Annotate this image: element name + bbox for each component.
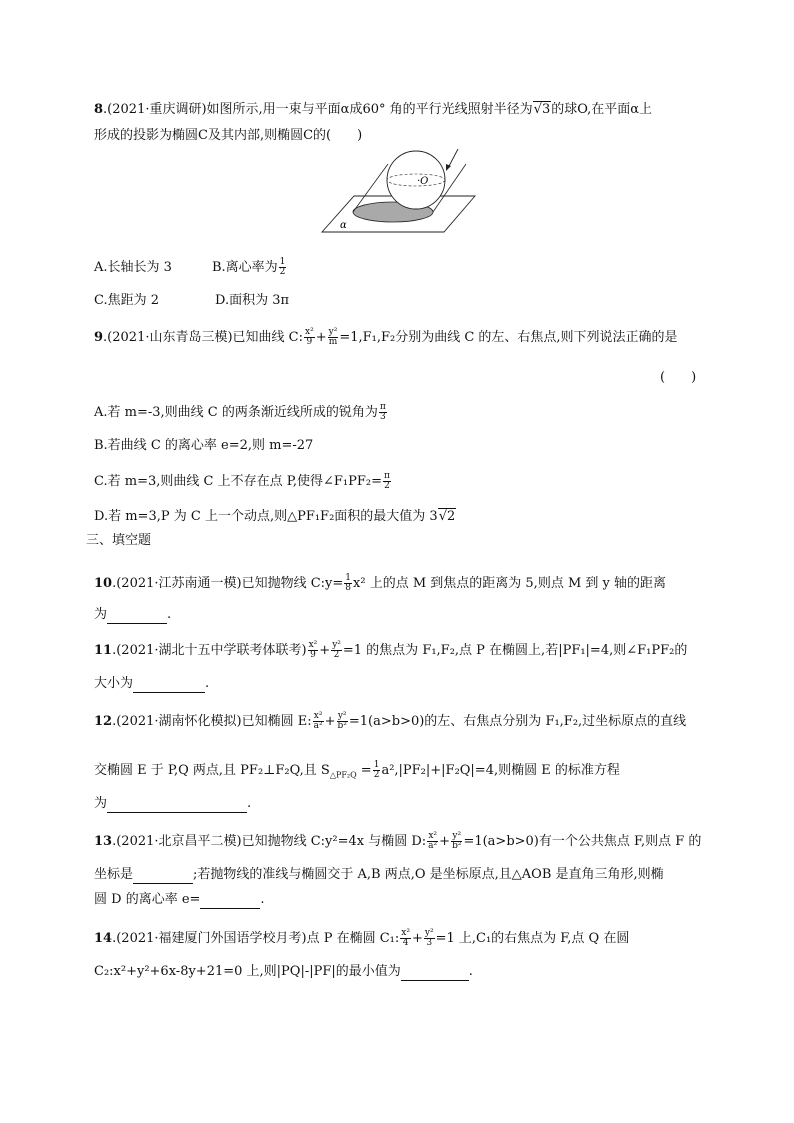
q8-options-row1: A.长轴长为 3 B.离心率为 $\frac{1}{2}$ xyxy=(94,257,286,277)
q13-source: .(2021·北京昌平二模) xyxy=(112,834,242,849)
q9-option-a: A.若 m=-3,则曲线 C 的两条渐近线所成的锐角为 $\frac{\pi}{3}$ xyxy=(94,402,386,422)
q9-source: .(2021·山东青岛三模) xyxy=(103,330,233,345)
q12-line2: 交椭圆 E 于 P,Q 两点,且 PF₂⊥F₂Q,且 $S_{\triangle PF_2Q}$ = $\frac{1}{2}$ a²,|PF₂|+|F₂Q|=4,则椭圆 E 的标准方程 xyxy=(94,760,620,780)
q13-answer-blank-2[interactable] xyxy=(200,894,260,909)
q9-option-b: B.若曲线 C 的离心率 e=2,则 m=-27 xyxy=(94,438,314,453)
q8-line1: 8.(2021·重庆调研)如图所示,用一束与平面α成60° 角的平行光线照射半径为√3的球O,在平面α上 xyxy=(94,102,653,117)
q8-number: 8 xyxy=(94,102,104,117)
q13-line1: 13.(2021·北京昌平二模)已知抛物线 C:y²=4x 与椭圆 D: $\frac{\text{x²}}{\text{a²}}$ + $\frac{\text{y²}}{\text{b²}}$ =1(a>b>0)有一个公共焦点 F,则点 F 的 xyxy=(94,831,702,851)
q9-option-d: D.若 m=3,P 为 C 上一个动点,则△PF₁F₂面积的最大值为 3√2 xyxy=(94,509,456,524)
q10-line2: 为 . xyxy=(94,607,172,622)
q11-line2: 大小为 . xyxy=(94,676,210,691)
q14-answer-blank[interactable] xyxy=(401,966,469,981)
q8-option-d: D.面积为 3π xyxy=(215,293,290,308)
q13-line3: 圆 D 的离心率 e= . xyxy=(94,892,265,907)
plane-alpha-label: α xyxy=(340,220,347,231)
q14-line1: 14.(2021·福建厦门外国语学校月考)点 P 在椭圆 C₁: $\frac{\text{x²}}{4}$ + $\frac{\text{y²}}{3}$ =1 上,C₁的右焦点为 F,点 Q 在圆 xyxy=(94,928,630,948)
q12-source: .(2021·湖南怀化模拟) xyxy=(112,714,242,729)
q9-option-c: C.若 m=3,则曲线 C 上不存在点 P,使得∠F₁PF₂= $\frac{\pi}{2}$ xyxy=(94,471,390,491)
q8-source: .(2021·重庆调研) xyxy=(103,102,207,117)
q11-source: .(2021·湖北十五中学联考体联考) xyxy=(112,643,307,658)
sphere-center-label: ·O xyxy=(417,176,429,187)
q11-answer-blank[interactable] xyxy=(133,678,205,693)
q8-option-c: C.焦距为 2 xyxy=(94,293,160,308)
q10-source: .(2021·江苏南通一模) xyxy=(112,576,242,591)
sqrt-3: √3 xyxy=(533,102,551,117)
q8-option-b: B.离心率为 xyxy=(211,260,278,275)
q10-line1: 10.(2021·江苏南通一模)已知抛物线 C:y= $\frac{1}{8}$ x² 上的点 M 到焦点的距离为 5,则点 M 到 y 轴的距离 xyxy=(94,573,667,593)
q8-option-a: A.长轴长为 3 xyxy=(94,260,172,275)
q9-number: 9 xyxy=(94,330,104,345)
q12-line1: 12.(2021·湖南怀化模拟)已知椭圆 E: $\frac{\text{x²}}{\text{a²}}$ + $\frac{\text{y²}}{\text{b²}}$ =1(a>b>0)的左、右焦点分别为 F₁,F₂,过坐标原点的直线 xyxy=(94,711,687,731)
q14-number: 14 xyxy=(94,931,113,946)
q12-answer-blank[interactable] xyxy=(107,798,247,813)
q10-answer-blank[interactable] xyxy=(107,609,167,624)
q13-number: 13 xyxy=(94,834,113,849)
q10-number: 10 xyxy=(94,576,113,591)
q13-answer-blank-1[interactable] xyxy=(133,869,193,884)
q12-number: 12 xyxy=(94,714,113,729)
q14-line2: C₂:x²+y²+6x-8y+21=0 上,则|PQ|-|PF|的最小值为 . xyxy=(94,964,473,979)
q11-number: 11 xyxy=(94,643,113,658)
q14-source: .(2021·福建厦门外国语学校月考) xyxy=(112,931,307,946)
q13-line2: 坐标是 ;若抛物线的准线与椭圆交于 A,B 两点,O 是坐标原点,且△AOB 是直角三角形,则椭 xyxy=(94,867,664,882)
q9-answer-paren: ( ) xyxy=(660,370,697,385)
q11-line1: 11.(2021·湖北十五中学联考体联考) $\frac{\text{x²}}{9}$ + $\frac{\text{y²}}{2}$ =1 的焦点为 F₁,F₂,点 P 在椭圆上,若|PF₁|=4,则∠F₁PF₂的 xyxy=(94,640,688,660)
q8-line2: 形成的投影为椭圆C及其内部,则椭圆C的( ) xyxy=(94,128,363,143)
q12-line3: 为 . xyxy=(94,796,252,811)
q9-line1: 9.(2021·山东青岛三模)已知曲线 C: $\frac{\text{x²}}{9}$ + $\frac{\text{y²}}{m}$ =1,F₁,F₂分别为曲线 C 的左、右焦点,则下列说法正确的是 xyxy=(94,327,678,347)
q8-options-row2 xyxy=(94,292,289,310)
q8-figure xyxy=(320,146,480,236)
section-heading: 三、填空题 xyxy=(86,533,152,548)
